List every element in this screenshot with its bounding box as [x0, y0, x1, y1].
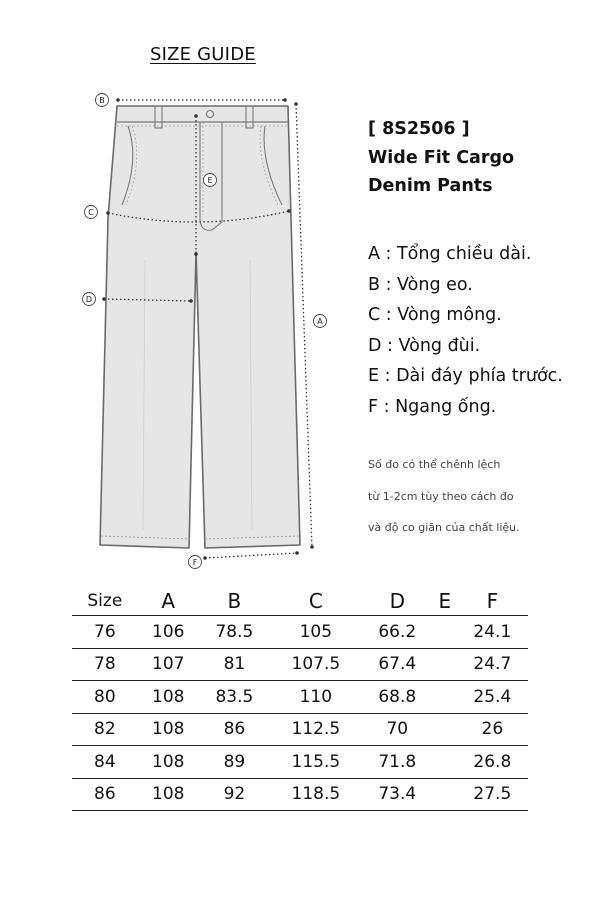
page-title: SIZE GUIDE [150, 44, 256, 65]
label-c: C [88, 208, 94, 217]
cell-size: 82 [72, 713, 138, 746]
size-table [72, 586, 528, 811]
dimension-line-f [205, 553, 297, 558]
cell-b: 89 [199, 746, 270, 779]
cell-f: 26.8 [457, 746, 528, 779]
cell-b: 78.5 [199, 616, 270, 649]
note-line-3: và độ co giãn của chất liệu. [368, 521, 520, 534]
header-c: C [308, 588, 323, 613]
measurement-note [368, 458, 520, 553]
cell-a: 106 [138, 616, 199, 649]
table-row [72, 713, 528, 746]
header-size: Size [87, 590, 123, 611]
label-e: E [207, 176, 213, 185]
note-line-1: Số đo có thể chênh lệch [368, 458, 501, 471]
cell-e [433, 746, 457, 779]
cell-d: 66.2 [362, 616, 433, 649]
cell-e [433, 648, 457, 681]
table-row [72, 746, 528, 779]
table-row [72, 648, 528, 681]
cell-e [433, 616, 457, 649]
legend-item-b: B : Vòng eo. [368, 274, 473, 295]
measurement-legend [368, 244, 563, 427]
cell-b: 86 [199, 713, 270, 746]
cell-c: 107.5 [270, 648, 362, 681]
header-f: F [486, 588, 499, 613]
legend-item-f: F : Ngang ống. [368, 396, 497, 417]
cell-a: 108 [138, 746, 199, 779]
cell-a: 108 [138, 778, 199, 811]
size-table-header [72, 586, 528, 616]
note-line-2: từ 1-2cm tùy theo cách đo [368, 489, 514, 503]
cell-a: 108 [138, 713, 199, 746]
cell-f: 24.1 [457, 616, 528, 649]
cell-a: 107 [138, 648, 199, 681]
cell-c: 110 [270, 681, 362, 714]
cell-d: 70 [362, 713, 433, 746]
legend-item-c: C : Vòng mông. [368, 305, 502, 325]
header-d: D [389, 588, 405, 613]
cell-c: 112.5 [270, 713, 362, 746]
header-e: E [438, 588, 452, 613]
product-info [368, 115, 514, 201]
legend-item-e: E : Dài đáy phía trước. [368, 366, 563, 386]
cell-d: 73.4 [362, 778, 433, 811]
product-name-line2: Denim Pants [368, 176, 493, 196]
cell-e [433, 681, 457, 714]
cell-e [433, 713, 457, 746]
label-f: F [192, 558, 198, 567]
legend-item-a: A : Tổng chiều dài. [368, 244, 532, 264]
cell-c: 118.5 [270, 778, 362, 811]
header-a: A [161, 588, 176, 613]
label-b: B [99, 96, 105, 105]
table-row [72, 778, 528, 811]
cell-c: 115.5 [270, 746, 362, 779]
cell-size: 86 [72, 778, 138, 811]
cell-f: 27.5 [457, 778, 528, 811]
cell-e [433, 778, 457, 811]
product-code: [ 8S2506 ] [368, 119, 470, 139]
cell-b: 83.5 [199, 681, 270, 714]
cell-d: 68.8 [362, 681, 433, 714]
legend-item-d: D : Vòng đùi. [368, 335, 481, 356]
label-a: A [317, 317, 323, 326]
cell-f: 26 [457, 713, 528, 746]
cell-f: 25.4 [457, 681, 528, 714]
table-row [72, 681, 528, 714]
header-b: B [227, 588, 242, 613]
cell-b: 92 [199, 778, 270, 811]
cell-size: 76 [72, 616, 138, 649]
label-d: D [85, 295, 93, 304]
cell-f: 24.7 [457, 648, 528, 681]
product-name-line1: Wide Fit Cargo [368, 147, 515, 168]
cell-c: 105 [270, 616, 362, 649]
cell-size: 80 [72, 681, 138, 714]
cell-size: 78 [72, 648, 138, 681]
cell-d: 71.8 [362, 746, 433, 779]
cell-a: 108 [138, 681, 199, 714]
table-row [72, 616, 528, 649]
cell-d: 67.4 [362, 648, 433, 681]
cell-size: 84 [72, 746, 138, 779]
cell-b: 81 [199, 648, 270, 681]
